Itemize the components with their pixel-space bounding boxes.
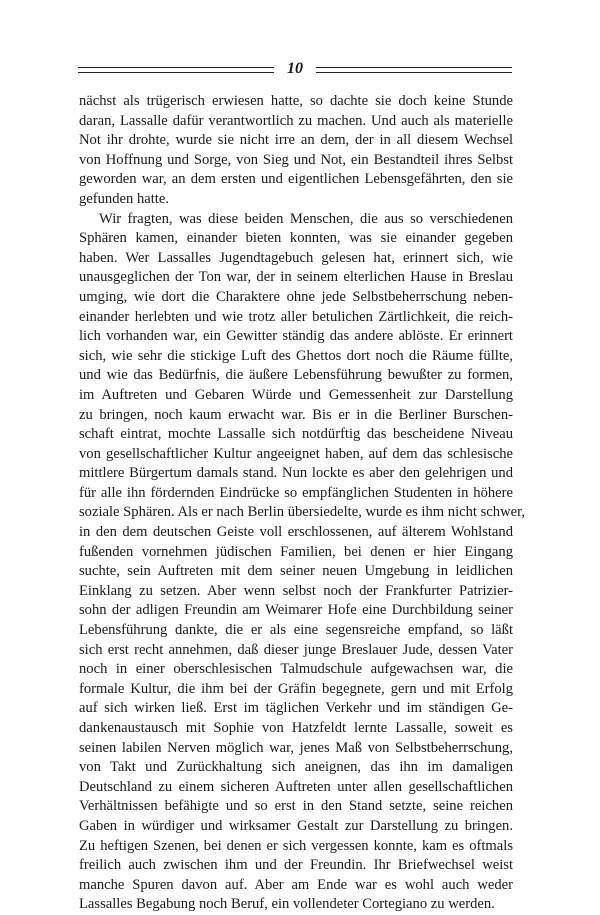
text-line: manche Spuren davon auf. Aber am Ende war es wohl auch weder <box>79 876 513 893</box>
paragraph <box>79 92 513 210</box>
body-text <box>79 92 526 915</box>
text-line: sohn der adligen Freundin am Weimarer Hofe eine Durchbildung seiner <box>79 602 513 619</box>
text-line: geworden war, an dem ersten und eigentlichen Lebensgefährten, den sie <box>79 171 513 188</box>
text-line: für alle ihn fördernden Eindrücke so empfänglichen Studenten in höhere <box>79 484 513 501</box>
text-line: schaft eintrat, mochte Lassalle sich notdürftig das bescheidene Niveau <box>79 426 513 443</box>
text-line: suchte, sein Auftreten mit dem seiner neuen Umgebung in leidlichen <box>79 563 513 580</box>
text-line: Wir fragten, was diese beiden Menschen, die aus so verschiedenen <box>99 210 513 227</box>
text-line: unausgeglichen der Ton war, der in seinem elterlichen Hause in Breslau <box>79 269 513 286</box>
text-line: im Auftreten und Gebaren Würde und Gemessenheit zur Darstellung <box>79 386 513 403</box>
text-line: Lassalles Begabung noch Beruf, ein vollendeter Cortegiano zu werden. <box>79 896 495 913</box>
text-line: dankenaustausch mit Sophie von Hatzfeldt lernte Lassalle, soweit es <box>79 720 513 736</box>
text-line: in den dem deutschen Geiste voll erschlossenen, auf älterem Wohlstand <box>79 524 513 541</box>
text-line: von gesellschaftlicher Kultur angeeignet haben, auf dem das schlesische <box>79 445 513 462</box>
text-line: seinen labilen Nerven möglich war, jenes Maß von Selbstbeherrschung, <box>79 739 513 756</box>
text-line: haben. Wer Lassalles Jugendtagebuch gelesen hat, erinnert sich, wie <box>79 249 513 266</box>
text-line: freilich auch zwischen ihm und der Freundin. Ihr Briefwechsel weist <box>79 857 513 874</box>
paragraph <box>79 210 526 915</box>
text-line: formale Kultur, die ihm bei der Gräfin begegnete, gern und mit Erfolg <box>79 680 513 697</box>
text-line: lich vorhanden war, ein Gewitter ständig das andere ablöste. Er erinnert <box>79 328 513 345</box>
text-line: nächst als trügerisch erwiesen hatte, so dachte sie doch keine Stunde <box>79 93 513 109</box>
header-rule-right <box>316 67 512 73</box>
text-line: daran, Lassalle dafür verantwortlich zu machen. Und auch als materielle <box>79 112 513 129</box>
text-line: mittlere Bürgertum damals stand. Nun lockte es aber den gelehrigen und <box>79 465 513 482</box>
text-line: umging, wie dort die Charaktere ohne jede Selbstbeherrschung neben- <box>79 288 513 305</box>
text-line: und wie das Bedürfnis, die äußere Lebensführung bewußter zu formen, <box>79 367 513 384</box>
text-line: sich erst recht annehmen, daß dieser junge Breslauer Jude, dessen Vater <box>79 641 513 658</box>
text-line: fußenden vornehmen jüdischen Familien, bei denen er hier Eingang <box>79 543 513 560</box>
text-line: Gaben in würdiger und wirksamer Gestalt zur Darstellung zu bringen. <box>79 817 513 834</box>
text-line: einander herlebten und wie trotz aller betulichen Zärtlichkeit, die reich- <box>79 308 513 325</box>
text-line: sich, wie sehr die stickige Luft des Ghettos dort noch die Räume füllte, <box>79 347 513 364</box>
page-header <box>78 58 512 82</box>
text-line: Sphären kamen, einander bieten konnten, was sie einander gegeben <box>79 230 513 247</box>
text-line: auf sich wirken ließ. Erst im täglichen Verkehr und im ständigen Ge- <box>79 700 513 717</box>
text-line: Zu heftigen Szenen, bei denen er sich vergessen konnte, kam es oftmals <box>79 837 513 854</box>
text-line: Einklang zu setzen. Aber wenn selbst noch der Frankfurter Patrizier- <box>79 582 513 599</box>
text-line: soziale Sphären. Als er nach Berlin übersiedelte, wurde es ihm nicht schwer, <box>79 504 526 521</box>
text-line: Deutschland zu einem sicheren Auftreten unter allen gesellschaftlichen <box>79 778 513 795</box>
page-number: 10 <box>287 60 303 77</box>
text-line: Verhältnissen befähigte und so erst in den Stand setzte, seine reichen <box>79 798 513 815</box>
text-line: noch in einer oberschlesischen Talmudschule aufgewachsen war, die <box>79 661 513 678</box>
text-line: gefunden hatte. <box>79 190 169 207</box>
text-line: Lebensführung dankte, die er als eine segensreiche empfand, so läßt <box>79 622 513 639</box>
text-line: Not ihr drohte, wurde sie nicht irre an dem, der in all diesem Wechsel <box>79 132 513 149</box>
text-line: zu bringen, noch kaum erwacht war. Bis er in die Berliner Burschen- <box>79 406 513 423</box>
text-line: von Hoffnung und Sorge, von Sieg und Not, ein Bestandteil ihres Selbst <box>79 151 513 168</box>
text-line: von Takt und Zurückhaltung sich aneignen, das ihn im damaligen <box>79 759 513 776</box>
